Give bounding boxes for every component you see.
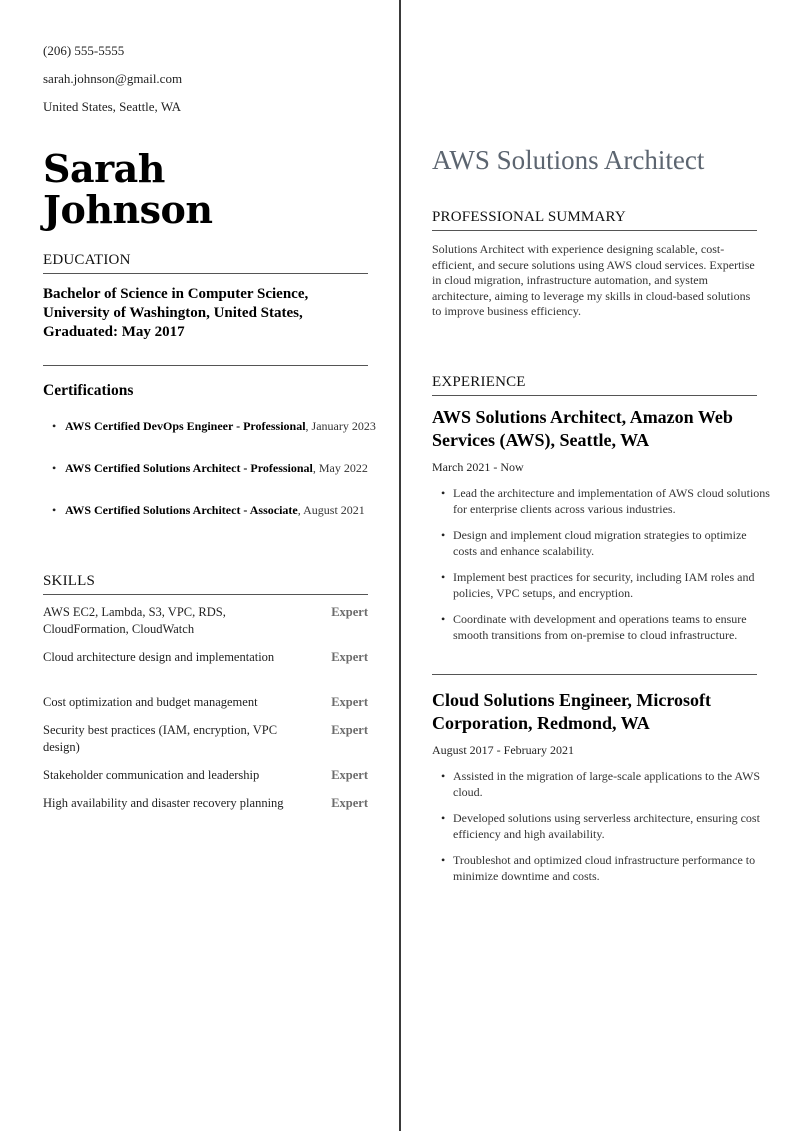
candidate-name [43, 148, 212, 230]
certifications-heading: Certifications [43, 382, 134, 399]
first-name: Sarah [43, 146, 165, 191]
job-bullet: • Implement best practices for security, including IAM roles and policies, VPC setups, and encryption. [432, 570, 772, 601]
job-bullet: • Troubleshot and optimized cloud infrastructure performance to minimize downtime and costs. [432, 853, 772, 884]
skill-row [43, 795, 368, 840]
skill-level: Expert [331, 723, 368, 737]
skills-heading: SKILLS [43, 573, 368, 595]
education-heading: EDUCATION [43, 252, 368, 274]
skill-level: Expert [331, 605, 368, 619]
certification-item: • AWS Certified Solutions Architect - Associate, August 2021 [43, 503, 383, 545]
job-bullet: • Design and implement cloud migration strategies to optimize costs and enhance scalability. [432, 528, 772, 559]
job-bullet: • Coordinate with development and operations teams to ensure smooth transitions from on-premise to cloud infrastructure. [432, 612, 772, 643]
contact-email: sarah.johnson@gmail.com [43, 71, 183, 86]
job-dates: March 2021 - Now [432, 460, 524, 474]
contact-location: United States, Seattle, WA [43, 99, 182, 114]
skill-name: AWS EC2, Lambda, S3, VPC, RDS, CloudFormation, CloudWatch [43, 605, 226, 636]
skills-list [43, 604, 368, 840]
job-bullets [432, 769, 772, 895]
skill-row [43, 767, 368, 795]
skill-name: High availability and disaster recovery planning [43, 796, 284, 810]
skill-name: Cost optimization and budget management [43, 695, 258, 709]
job-heading: Cloud Solutions Engineer, Microsoft Corporation, Redmond, WA [432, 690, 712, 733]
contact-phone: (206) 555-5555 [43, 43, 125, 58]
certification-item: • AWS Certified Solutions Architect - Professional, May 2022 [43, 461, 383, 503]
skill-name: Stakeholder communication and leadership [43, 768, 260, 782]
job-heading: AWS Solutions Architect, Amazon Web Services (AWS), Seattle, WA [432, 407, 733, 450]
last-name: Johnson [43, 187, 213, 232]
certification-item: • AWS Certified DevOps Engineer - Professional, January 2023 [43, 419, 383, 461]
job-bullet: • Developed solutions using serverless architecture, ensuring cost efficiency and high availability. [432, 811, 772, 842]
job-bullet: • Assisted in the migration of large-scale applications to the AWS cloud. [432, 769, 772, 800]
skill-row [43, 722, 368, 767]
job-title: AWS Solutions Architect [432, 145, 705, 175]
skill-row [43, 604, 368, 649]
column-divider [399, 0, 401, 1131]
skill-level: Expert [331, 796, 368, 810]
skill-row [43, 649, 368, 694]
job-bullet: • Lead the architecture and implementation of AWS cloud solutions for enterprise clients across various industries. [432, 486, 772, 517]
skill-name: Cloud architecture design and implementation [43, 650, 275, 664]
skill-row [43, 694, 368, 722]
job-bullets [432, 486, 772, 654]
education-entry: Bachelor of Science in Computer Science, University of Washington, United States, Graduated: May 2017 [43, 286, 309, 340]
skill-level: Expert [331, 768, 368, 782]
job-divider [432, 674, 757, 675]
skill-name: Security best practices (IAM, encryption, VPC design) [43, 723, 278, 754]
certifications-list [43, 419, 383, 545]
skill-level: Expert [331, 695, 368, 709]
job-dates: August 2017 - February 2021 [432, 743, 574, 757]
summary-text: Solutions Architect with experience designing scalable, cost-efficient, and secure solutions using AWS cloud services. Expertise in cloud migration, infrastructure automation, and system architecture, aiming to leverage my skills in cloud-based solutions to improve business efficiency. [432, 242, 755, 318]
education-rule [43, 365, 368, 366]
skill-level: Expert [331, 650, 368, 664]
experience-heading: EXPERIENCE [432, 374, 757, 396]
summary-heading: PROFESSIONAL SUMMARY [432, 209, 757, 231]
